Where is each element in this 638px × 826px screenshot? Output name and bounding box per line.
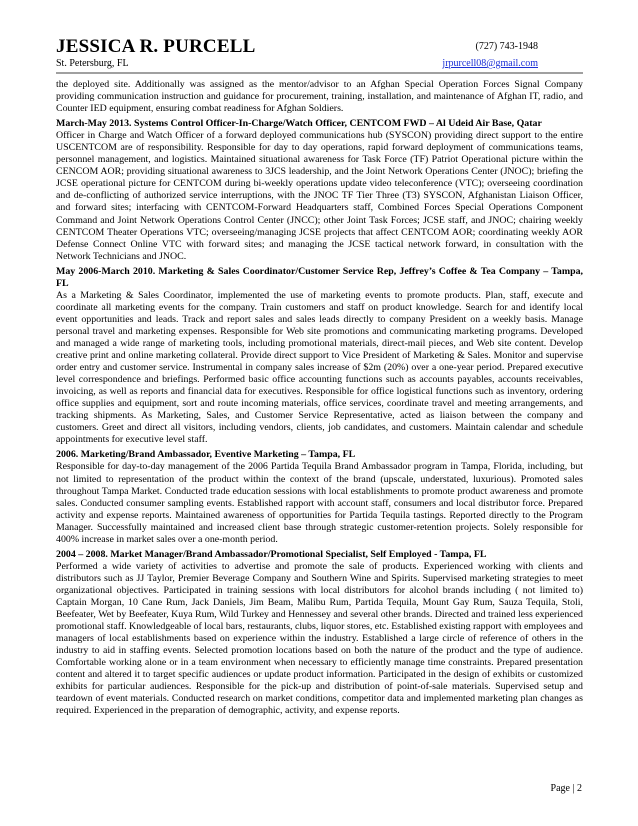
- email-link[interactable]: jrpurcell08@gmail.com: [442, 58, 538, 69]
- job-description: Officer in Charge and Watch Officer of a forward deployed communications hub (SYSCON) providing direct support to the entire USCENTCOM are of responsibility. Responsible for day to day operations, rapid forward deployment of communications teams, personnel management, and logistics. Maintained situational awareness for Task Force (TF) Patriot Operational picture within the CENCOM AOR; providing situational awareness to 3JCS leadership, and the Joint Network Operations Center (JNOC); briefing the JCSE operational picture for CENTCOM during bi-weekly operations update video teleconference (VTC); overseeing coordination and de-conflicting of authorized service interruptions, with the JNOC TF Tier Three (T3) SYSCON, Afghanistan Liaison Officer, and forward sites; interfacing with CENTCOM-Forward Headquarters staff, Combined Forces Special Operations Component Command and Joint Network Operations Control Center (JNCC); other Joint Task Forces; JCSE staff, and JNOC; chairing weekly CENTCOM Theater Operations VTC; overseeing/managing JCSE projects that affect CENTCOM AOR; coordinating weekly AOR Defense Connect Online VTC with forward sites; and managing the JCSE tactical network forward, in consultation with the Network Technicians and JNOC.: [56, 130, 583, 262]
- job-title: May 2006-March 2010. Marketing & Sales Coordinator/Customer Service Rep, Jeffrey’s Coffee & Tea Company – Tampa, FL: [56, 265, 583, 289]
- job-description: Responsible for day-to-day management of the 2006 Partida Tequila Brand Ambassador program in Tampa, Florida, including, but not limited to representation of the product within the context of the brand (upscale, understated, luxurious). Promoted sales throughout Tampa Market. Conducted trade education sessions with local establishments to promote product awareness and promote sales. Conducted consumer sampling events. Established rapport with account staff, consumers and local distributor force. Prepared activity and expense reports. Maintained awareness of opportunities for Partida Tequila tastings. Reported directly to the Program Manager. Successfully maintained and increased client base through strategic customer-retention projects. Solely responsible for 400% increase in market sales over a one-month period.: [56, 461, 583, 545]
- job-entry: [56, 115, 583, 263]
- job-description: As a Marketing & Sales Coordinator, implemented the use of marketing events to promote products. Plan, staff, execute and coordinate all marketing events for the company. Train customers and staff on product knowledge. Search for and identify local event opportunities and leads. Track and report sales and sales leads directly to company President on a weekly basis. Manage personal travel and marketing expenses. Responsible for Web site promotions and communicating marketing programs. Developed and managed a wide range of marketing tools, including promotional materials, direct-mail pieces, and Web site content. Develop creative print and online marketing collateral. Provide direct support to Vice President of Marketing & Sales. Monitor and supervise order entry and customer service. Instrumental in company sales increase of $2m (20%) over a one-year period. Prepared executive level correspondence and briefings. Performed basic office accounting functions such as accounts payables, accounts receivables, invoicing, as well as reports and financial data for executives. Responsible for office logistical functions such as inventory, ordering office supplies and equipment, sort and route incoming materials, office services, coordinate travel and meeting arrangements, and tracking shipments. As Marketing, Sales, and Customer Service Representative, acted as liaison between the company and customers. Greet and direct all visitors, including vendors, clients, job candidates, and customers. Maintain calendar and schedule appointments for executive level staff.: [56, 289, 583, 446]
- intro-paragraph: the deployed site. Additionally was assigned as the mentor/advisor to an Afghan Special Operation Forces Signal Company providing communication instruction and guidance for procurement, training, installation, and maintenance of Afghan IT, radio, and Counter IED equipment, ensuring combat readiness for Afghan Soldiers.: [56, 79, 583, 115]
- resume-header: [56, 36, 582, 76]
- candidate-name: JESSICA R. PURCELL: [56, 36, 256, 57]
- job-entry: [56, 446, 583, 545]
- job-entry: [56, 263, 583, 447]
- job-title: 2004 – 2008. Market Manager/Brand Ambassador/Promotional Specialist, Self Employed - Tampa, FL: [56, 548, 487, 560]
- job-description: Performed a wide variety of activities to advertise and promote the sale of products. Experienced working with clients and distributors such as JJ Taylor, Premier Beverage Company and Southern Wine and Spirits. Supervised marketing strategies to meet organizational objectives. Participated in training sessions with local distributors for alcohol brands including ( not limited to) Captain Morgan, 10 Cane Rum, Jack Daniels, Jim Beam, Malibu Rum, Partida Tequila, Mount Gay Rum, Sauza Tequila, Stoli, Beefeater, Wet by Beefeater, Kuya Rum, Wild Turkey and Hennessey and several other brands. Directed and trained less experienced promotional staff. Knowledgeable of local bars, restaurants, clubs, liquor stores, etc. Established existing rapport with employees and managers of local establishments based on experience within the industry. Established a large circle of reference of others in the industry to aid in staffing events. Selected promotion locations based on both the nature of the product and the type of audience. Comfortable working alone or in a team environment when necessary to efficiently manage time constraints. Prepared presentation content and altered it to target specific audiences or update product information. Participated in the design of exhibits or customized exhibits for particular audiences. Responsible for the pick-up and distribution of point-of-sale materials. Supervised setup and teardown of event materials. Conducted research on market conditions, competitor data and implemented marketing plan changes as required. Experienced in the preparation of demographic, activity, and expense reports.: [56, 560, 583, 717]
- location: St. Petersburg, FL: [56, 58, 129, 69]
- job-title: 2006. Marketing/Brand Ambassador, Eventive Marketing – Tampa, FL: [56, 449, 356, 461]
- job-entry: [56, 546, 583, 718]
- page-number: Page | 2: [550, 783, 582, 794]
- experience-body: [56, 79, 583, 717]
- job-title: March-May 2013. Systems Control Officer-In-Charge/Watch Officer, CENTCOM FWD – Al Udeid Air Base, Qatar: [56, 118, 542, 130]
- phone-number: (727) 743-1948: [475, 41, 538, 52]
- header-divider: [56, 72, 583, 74]
